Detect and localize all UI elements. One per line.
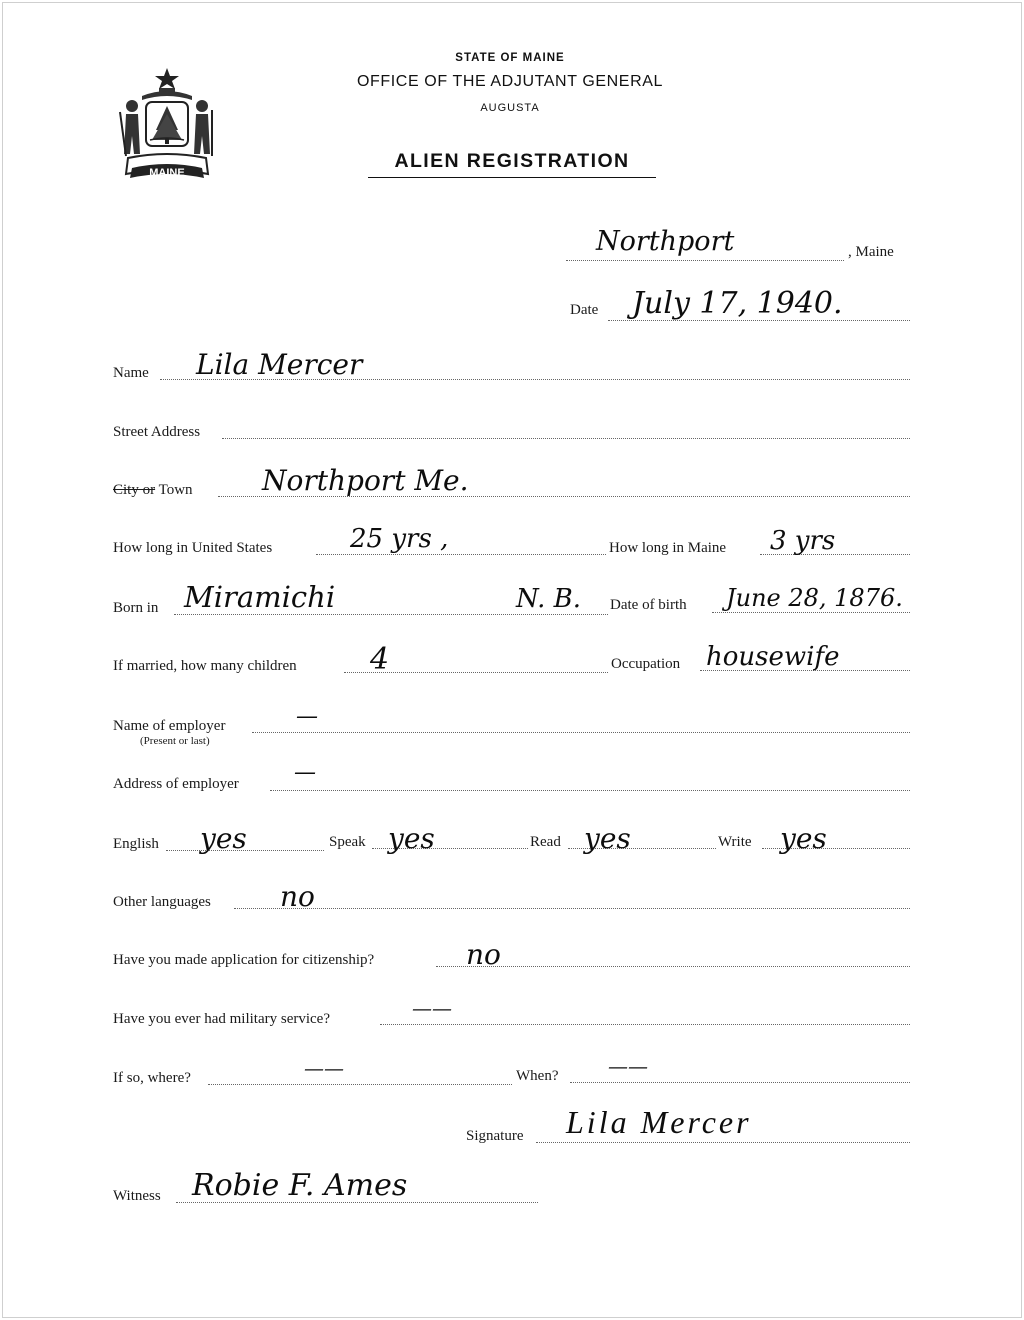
other-languages-value: no: [280, 880, 315, 913]
born-in-province: N. B.: [516, 584, 581, 614]
occupation-value: housewife: [706, 642, 840, 672]
english-value: yes: [200, 822, 247, 855]
location-line: [566, 260, 844, 261]
read-label: Read: [530, 834, 561, 850]
citizenship-line: [436, 966, 910, 967]
street-address-label: Street Address: [113, 424, 201, 440]
born-in-value: Miramichi: [184, 580, 336, 614]
town-label-text: Town: [158, 482, 193, 498]
where-label: If so, where?: [113, 1070, 191, 1086]
occupation-label: Occupation: [611, 656, 681, 672]
maine-duration-value: 3 yrs: [770, 526, 836, 556]
us-duration-label: How long in United States: [113, 540, 273, 556]
date-handwritten: July 17, 1940.: [632, 286, 843, 321]
speak-label: Speak: [329, 834, 366, 850]
employer-name-line: [252, 732, 910, 733]
when-line: [570, 1082, 910, 1083]
location-handwritten: Northport: [596, 226, 735, 257]
where-value: ——: [304, 1056, 344, 1080]
born-in-label: Born in: [113, 600, 159, 616]
date-of-birth-line: [712, 612, 910, 613]
english-label: English: [113, 836, 159, 852]
when-label: When?: [516, 1068, 559, 1084]
military-value: ——: [412, 996, 452, 1020]
where-line: [208, 1084, 512, 1085]
witness-value: Robie F. Ames: [192, 1168, 408, 1203]
state-seal-icon: [112, 66, 222, 192]
employer-name-label: Name of employer: [113, 718, 226, 734]
header-state: STATE OF MAINE: [455, 52, 565, 64]
write-label: Write: [718, 834, 752, 850]
citizenship-label: Have you made application for citizenship?: [113, 952, 375, 968]
date-of-birth-label: Date of birth: [610, 597, 687, 613]
other-languages-line: [234, 908, 910, 909]
children-value: 4: [370, 642, 390, 677]
employer-name-value: —: [296, 704, 318, 729]
town-label: [113, 482, 193, 499]
form-title: ALIEN REGISTRATION: [368, 150, 656, 178]
name-value: Lila Mercer: [196, 348, 363, 381]
employer-address-line: [270, 790, 910, 791]
header-city: AUGUSTA: [480, 102, 540, 114]
town-value: Northport Me.: [262, 464, 469, 497]
signature-label: Signature: [466, 1128, 524, 1144]
maine-duration-label: How long in Maine: [609, 540, 727, 556]
employer-address-value: —: [294, 760, 316, 785]
read-value: yes: [584, 822, 631, 855]
employer-address-label: Address of employer: [113, 776, 239, 792]
svg-text:MAINE: MAINE: [149, 167, 185, 179]
military-label: Have you ever had military service?: [113, 1011, 330, 1027]
date-of-birth-value: June 28, 1876.: [726, 584, 903, 612]
signature-line: [536, 1142, 910, 1143]
children-label: If married, how many children: [113, 658, 297, 674]
location-state-label: , Maine: [848, 244, 894, 260]
born-in-line: [174, 614, 608, 615]
us-duration-line: [316, 554, 606, 555]
header-office: OFFICE OF THE ADJUTANT GENERAL: [356, 73, 664, 90]
write-value: yes: [780, 822, 827, 855]
name-label: Name: [113, 365, 149, 381]
citizenship-value: no: [466, 938, 501, 971]
other-languages-label: Other languages: [113, 894, 211, 910]
speak-value: yes: [388, 822, 435, 855]
us-duration-value: 25 yrs ,: [350, 524, 449, 554]
signature-value: Lila Mercer: [566, 1104, 752, 1140]
when-value: ——: [608, 1054, 648, 1078]
street-address-line: [222, 438, 910, 439]
military-line: [380, 1024, 910, 1025]
city-struck-label: City or: [113, 482, 156, 498]
employer-name-note: (Present or last): [140, 735, 210, 747]
witness-label: Witness: [113, 1188, 161, 1204]
date-label: Date: [570, 302, 599, 318]
